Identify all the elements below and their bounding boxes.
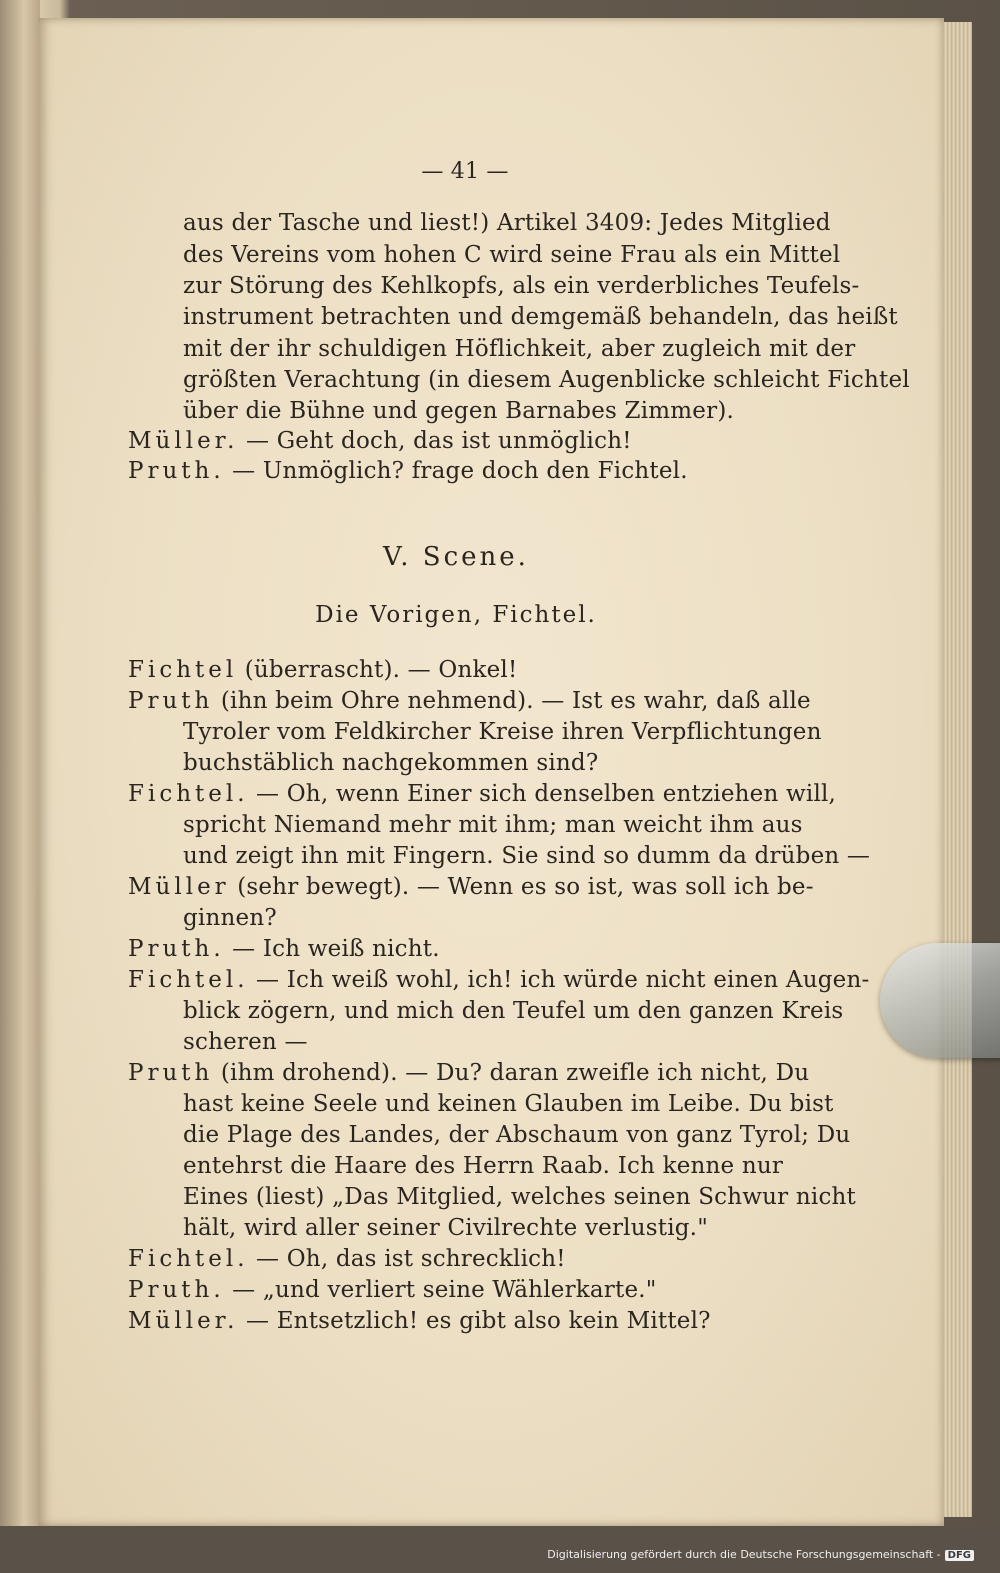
speaker-name: Pruth. xyxy=(128,936,225,962)
speaker-name: Fichtel. xyxy=(128,781,249,807)
dialogue-line xyxy=(128,686,811,716)
speaker-name: Fichtel. xyxy=(128,967,249,993)
dialogue-text: — „und verliert seine Wählerkarte." xyxy=(224,1277,657,1303)
text-line: blick zögern, und mich den Teufel um den ganzen Kreis xyxy=(183,998,844,1024)
text-line: und zeigt ihn mit Fingern. Sie sind so dumm da drüben — xyxy=(183,843,871,869)
text-line: buchstäblich nachgekommen sind? xyxy=(183,750,599,776)
dialogue-line xyxy=(128,655,778,685)
dialogue-line xyxy=(128,872,814,902)
dialogue-text: — Ich weiß wohl, ich! ich würde nicht einen Augen- xyxy=(248,967,870,993)
dialogue-text: (ihn beim Ohre nehmend). — Ist es wahr, daß alle xyxy=(213,688,811,714)
text-line: mit der ihr schuldigen Höflichkeit, aber zugleich mit der xyxy=(183,336,856,362)
dialogue-text: — Unmöglich? frage doch den Fichtel. xyxy=(224,458,688,484)
dialogue-text: (überrascht). — Onkel! xyxy=(237,657,518,683)
dialogue-text: (sehr bewegt). — Wenn es so ist, was soll ich be- xyxy=(229,874,814,900)
speaker-name: Pruth xyxy=(128,688,214,714)
text-line: über die Bühne und gegen Barnabes Zimmer). xyxy=(183,398,734,424)
text-line: größten Verachtung (in diesem Augenblicke schleicht Fichtel xyxy=(183,367,910,393)
dialogue-text: — Oh, wenn Einer sich denselben entziehen will, xyxy=(248,781,837,807)
scene-heading: V. Scene. xyxy=(383,542,529,572)
dialogue-text: — Oh, das ist schrecklich! xyxy=(248,1246,566,1272)
text-line: Tyroler vom Feldkircher Kreise ihren Verpflichtungen xyxy=(183,719,822,745)
speaker-name: Müller. xyxy=(128,1308,239,1334)
speaker-name: Pruth. xyxy=(128,458,225,484)
text-line: scheren — xyxy=(183,1029,308,1055)
dialogue-line xyxy=(128,965,870,995)
speaker-name: Müller xyxy=(128,874,230,900)
dialogue-text: — Geht doch, das ist unmöglich! xyxy=(238,428,632,454)
dialogue-text: — Entsetzlich! es gibt also kein Mittel? xyxy=(238,1308,711,1334)
scene-subheading: Die Vorigen, Fichtel. xyxy=(315,602,597,628)
text-line: Eines (liest) „Das Mitglied, welches seinen Schwur nicht xyxy=(183,1184,856,1210)
speaker-name: Fichtel xyxy=(128,657,238,683)
dialogue-text: — Ich weiß nicht. xyxy=(224,936,440,962)
dialogue-line xyxy=(128,1244,778,1274)
text-line: aus der Tasche und liest!) Artikel 3409: Jedes Mitglied xyxy=(183,210,831,236)
text-line: zur Störung des Kehlkopfs, als ein verderbliches Teufels- xyxy=(183,273,860,299)
speaker-name: Pruth. xyxy=(128,1277,225,1303)
text-line: hält, wird aller seiner Civilrechte verlustig." xyxy=(183,1215,708,1241)
dialogue-line xyxy=(128,456,778,486)
footer-text: Digitalisierung gefördert durch die Deutsche Forschungsgemeinschaft - xyxy=(547,1548,941,1561)
dialogue-line xyxy=(128,934,778,964)
speaker-name: Pruth xyxy=(128,1060,214,1086)
speaker-name: Fichtel. xyxy=(128,1246,249,1272)
dialogue-line xyxy=(128,779,837,809)
text-line: instrument betrachten und demgemäß behandeln, das heißt xyxy=(183,304,898,330)
digitization-footer xyxy=(547,1548,974,1561)
text-line: ginnen? xyxy=(183,905,277,931)
speaker-name: Müller. xyxy=(128,428,239,454)
dialogue-line xyxy=(128,1058,810,1088)
scanner-thumb-holder xyxy=(880,943,1000,1058)
text-line: entehrst die Haare des Herrn Raab. Ich kenne nur xyxy=(183,1153,784,1179)
dialogue-line xyxy=(128,426,778,456)
text-line: des Vereins vom hohen C wird seine Frau als ein Mittel xyxy=(183,242,841,268)
dialogue-line xyxy=(128,1306,778,1336)
dfg-logo: DFG xyxy=(945,1550,974,1561)
text-line: spricht Niemand mehr mit ihm; man weicht ihm aus xyxy=(183,812,803,838)
page-number: — 41 — xyxy=(421,159,509,184)
dialogue-line xyxy=(128,1275,778,1305)
dialogue-text: (ihm drohend). — Du? daran zweifle ich nicht, Du xyxy=(213,1060,810,1086)
text-line: die Plage des Landes, der Abschaum von ganz Tyrol; Du xyxy=(183,1122,851,1148)
text-line: hast keine Seele und keinen Glauben im Leibe. Du bist xyxy=(183,1091,834,1117)
